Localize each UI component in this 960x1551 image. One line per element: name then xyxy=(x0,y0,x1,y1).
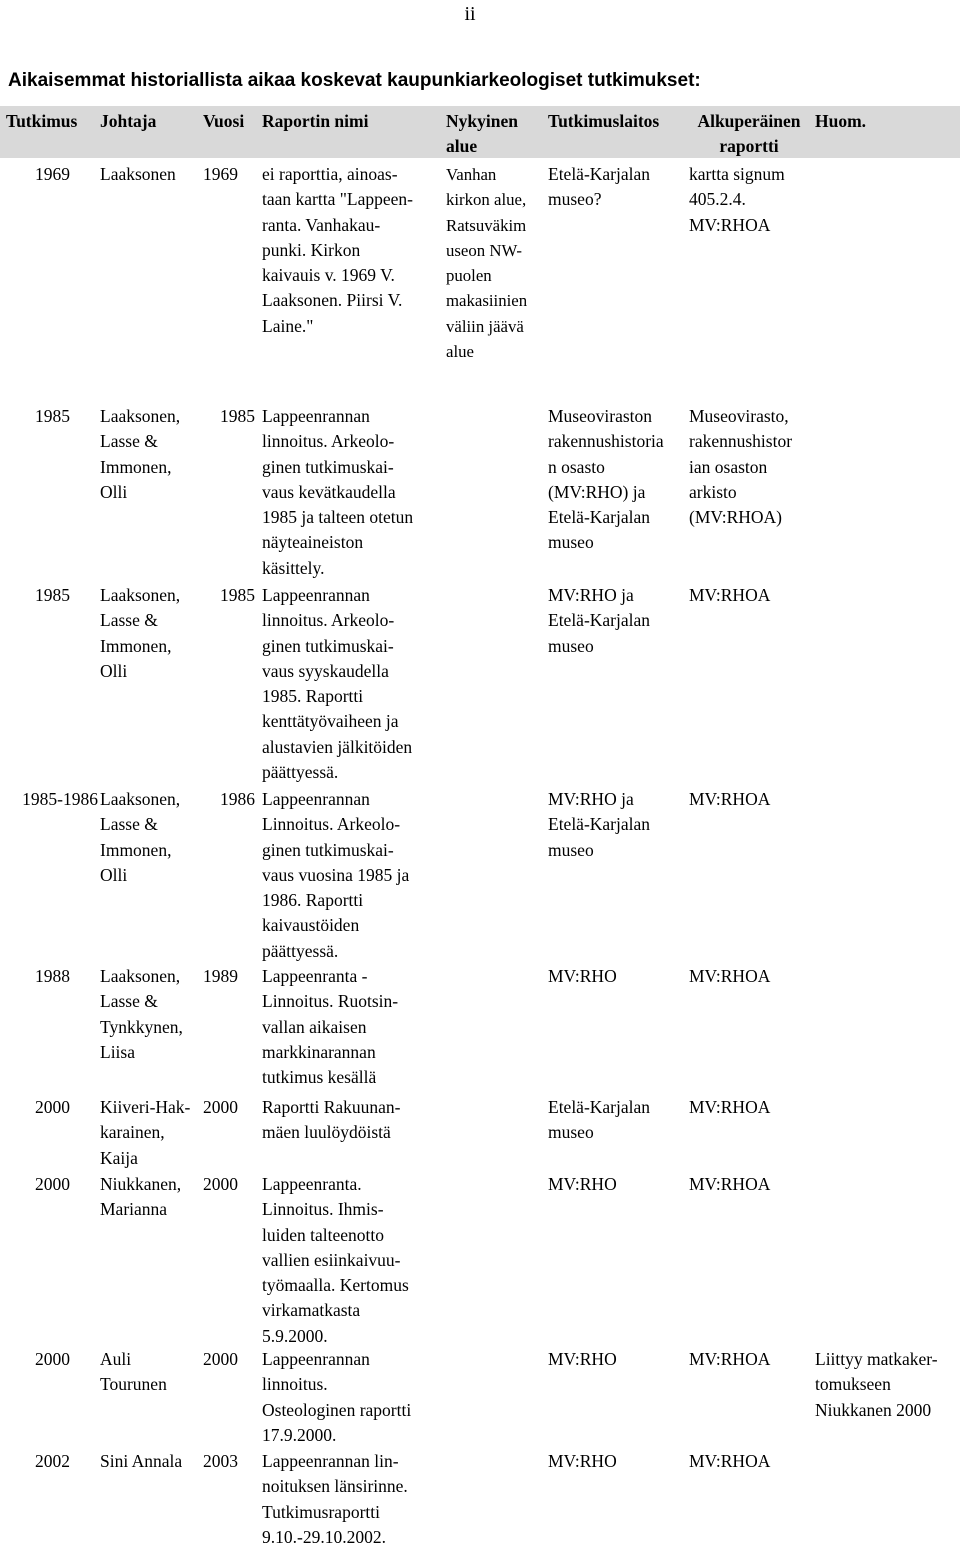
cell-raportin-nimi: Lappeenrannan Linnoitus. Arkeolo- ginen tutkimuskai- vaus vuosina 1985 ja 1986. Raportti kaivaustöiden päättyessä. xyxy=(262,789,410,961)
header-tutkimuslaitos: Tutkimuslaitos xyxy=(548,111,660,131)
cell-tutkimus: 2002 xyxy=(35,1451,70,1471)
cell-vuosi: 1969 xyxy=(203,164,238,184)
page-number: ii xyxy=(464,3,476,25)
cell-vuosi: 2000 xyxy=(203,1349,238,1369)
cell-tutkimuslaitos: MV:RHO xyxy=(548,966,617,986)
cell-johtaja: Laaksonen, Lasse & Immonen, Olli xyxy=(100,789,181,885)
cell-tutkimus: 1985-1986 xyxy=(22,789,98,809)
header-huom: Huom. xyxy=(815,111,867,131)
cell-johtaja: Auli Tourunen xyxy=(100,1349,167,1395)
cell-johtaja: Sini Annala xyxy=(100,1451,183,1471)
cell-tutkimus: 1985 xyxy=(35,585,70,605)
cell-vuosi: 1989 xyxy=(203,966,238,986)
cell-tutkimuslaitos: Museoviraston rakennushistoria n osasto (MV:RHO) ja Etelä-Karjalan museo xyxy=(548,406,664,553)
cell-raportin-nimi: Lappeenrannan linnoitus. Osteologinen raportti 17.9.2000. xyxy=(262,1349,412,1445)
cell-tutkimus: 1985 xyxy=(35,406,70,426)
cell-raportin-nimi: Lappeenrannan linnoitus. Arkeolo- ginen tutkimuskai- vaus syyskaudella 1985. Raportti kenttätyövaiheen ja alustavien jälkitöiden päättyessä. xyxy=(262,585,413,783)
cell-tutkimuslaitos: MV:RHO ja Etelä-Karjalan museo xyxy=(548,789,651,860)
cell-huom: Liittyy matkaker- tomukseen Niukkanen 2000 xyxy=(815,1349,938,1420)
cell-vuosi: 2003 xyxy=(203,1451,238,1471)
cell-raportin-nimi: Raportti Rakuunan- mäen luulöydöistä xyxy=(262,1097,401,1143)
cell-raportin-nimi: Lappeenranta. Linnoitus. Ihmis- luiden talteenotto vallien esiinkaivuu- työmaalla. Kertomus virkamatkasta 5.9.2000. xyxy=(262,1174,409,1346)
cell-johtaja: Laaksonen, Lasse & Immonen, Olli xyxy=(100,585,181,681)
cell-tutkimuslaitos: MV:RHO xyxy=(548,1174,617,1194)
cell-vuosi: 1985 xyxy=(220,585,255,605)
cell-nykyinen-alue: Vanhan kirkon alue, Ratsuväkim useon NW- puolen makasiinien väliin jäävä alue xyxy=(446,165,528,362)
cell-alkuperainen-raportti: MV:RHOA xyxy=(689,1174,771,1194)
cell-johtaja: Kiiveri-Hak- karainen, Kaija xyxy=(100,1097,191,1168)
cell-raportin-nimi: Lappeenrannan linnoitus. Arkeolo- ginen tutkimuskai- vaus kevätkaudella 1985 ja talteen otetun näyteaineiston käsittely. xyxy=(262,406,414,578)
cell-vuosi: 2000 xyxy=(203,1174,238,1194)
cell-alkuperainen-raportti: MV:RHOA xyxy=(689,1349,771,1369)
cell-tutkimuslaitos: MV:RHO xyxy=(548,1451,617,1471)
header-johtaja: Johtaja xyxy=(100,111,157,131)
cell-alkuperainen-raportti: Museovirasto, rakennushistor ian osaston arkisto (MV:RHOA) xyxy=(689,406,793,528)
header-vuosi: Vuosi xyxy=(203,111,245,131)
cell-tutkimus: 2000 xyxy=(35,1174,70,1194)
cell-tutkimuslaitos: Etelä-Karjalan museo? xyxy=(548,164,651,210)
cell-tutkimus: 1988 xyxy=(35,966,70,986)
cell-vuosi: 1986 xyxy=(220,789,255,809)
cell-raportin-nimi: ei raporttia, ainoas- taan kartta "Lappeen- ranta. Vanhakau- punki. Kirkon kaivauis v. 1969 V. Laaksonen. Piirsi V. Laine." xyxy=(262,164,413,336)
cell-tutkimus: 1969 xyxy=(35,164,70,184)
cell-alkuperainen-raportti: MV:RHOA xyxy=(689,966,771,986)
cell-tutkimuslaitos: Etelä-Karjalan museo xyxy=(548,1097,651,1143)
cell-johtaja: Laaksonen, Lasse & Immonen, Olli xyxy=(100,406,181,502)
cell-alkuperainen-raportti: MV:RHOA xyxy=(689,1451,771,1471)
cell-tutkimus: 2000 xyxy=(35,1097,70,1117)
table-header-row xyxy=(0,106,960,158)
cell-johtaja: Niukkanen, Marianna xyxy=(100,1174,182,1220)
cell-alkuperainen-raportti: MV:RHOA xyxy=(689,789,771,809)
cell-raportin-nimi: Lappeenrannan lin- noituksen länsirinne. Tutkimusraportti 9.10.-29.10.2002. xyxy=(262,1451,408,1547)
cell-alkuperainen-raportti: kartta signum 405.2.4. MV:RHOA xyxy=(689,164,785,235)
cell-alkuperainen-raportti: MV:RHOA xyxy=(689,1097,771,1117)
header-alkuperainen-raportti: Alkuperäinen raportti xyxy=(697,111,801,157)
page-heading: Aikaisemmat historiallista aikaa koskevat kaupunkiarkeologiset tutkimukset: xyxy=(8,70,701,91)
cell-alkuperainen-raportti: MV:RHOA xyxy=(689,585,771,605)
cell-tutkimus: 2000 xyxy=(35,1349,70,1369)
cell-tutkimuslaitos: MV:RHO xyxy=(548,1349,617,1369)
cell-vuosi: 1985 xyxy=(220,406,255,426)
cell-johtaja: Laaksonen, Lasse & Tynkkynen, Liisa xyxy=(100,966,183,1062)
cell-raportin-nimi: Lappeenranta - Linnoitus. Ruotsin- vallan aikaisen markkinarannan tutkimus kesällä xyxy=(262,966,399,1088)
header-nykyinen-alue: Nykyinen alue xyxy=(446,111,518,157)
header-raportin-nimi: Raportin nimi xyxy=(262,111,369,131)
cell-vuosi: 2000 xyxy=(203,1097,238,1117)
cell-tutkimuslaitos: MV:RHO ja Etelä-Karjalan museo xyxy=(548,585,651,656)
header-tutkimus: Tutkimus xyxy=(6,111,78,131)
cell-johtaja: Laaksonen xyxy=(100,164,176,184)
